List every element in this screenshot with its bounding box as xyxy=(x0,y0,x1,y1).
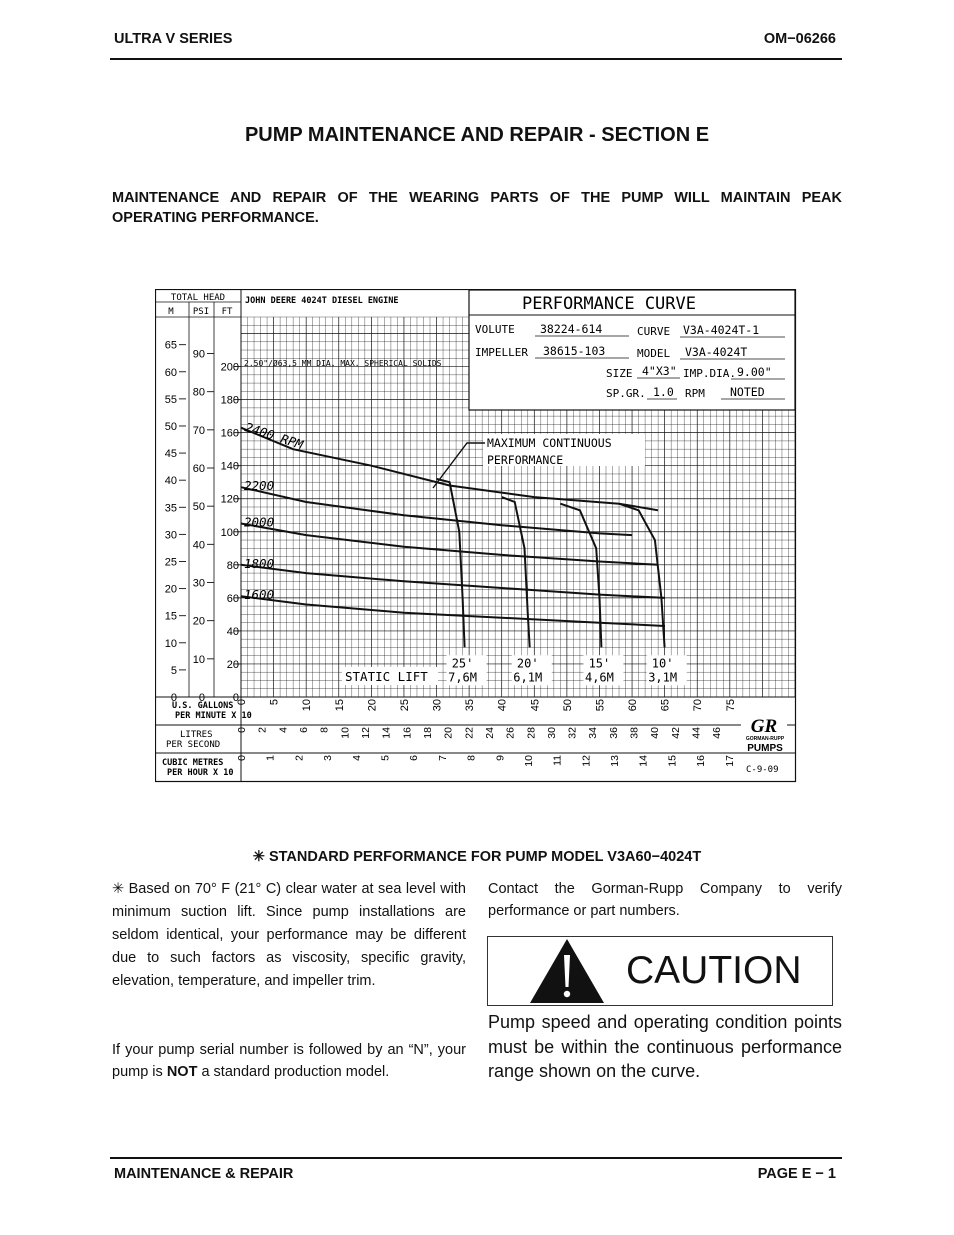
y-tick-psi: 0 xyxy=(198,692,205,704)
cubic-label-1: CUBIC METRES xyxy=(162,758,224,768)
y-tick-m: 65 xyxy=(164,339,177,352)
performance-curve-chart xyxy=(155,289,797,783)
y-tick-psi: 90 xyxy=(192,348,205,361)
lift-curve-sublabel: 3,1M xyxy=(648,670,678,685)
size-value: 4"X3" xyxy=(642,364,677,378)
spgr-value: 1.0 xyxy=(653,385,674,399)
solids-label: 2.50"/Ø63,5 MM DIA. MAX. SPHERICAL SOLIDS xyxy=(244,359,442,368)
engine-label: JOHN DEERE 4024T DIESEL ENGINE xyxy=(245,296,399,306)
y-tick-psi: 10 xyxy=(192,653,205,666)
x-tick-cmh: 13 xyxy=(609,755,622,767)
x-tick-gpm: 25 xyxy=(398,699,411,712)
x-tick-lps: 42 xyxy=(669,727,682,739)
x-tick-cmh: 12 xyxy=(580,755,593,767)
y-tick-ft: 60 xyxy=(226,592,239,605)
unit-ft-label: FT xyxy=(221,307,233,317)
x-tick-lps: 4 xyxy=(277,727,290,733)
serial-note-text-end: a standard production model. xyxy=(197,1064,390,1080)
performance-curve-title: PERFORMANCE CURVE xyxy=(522,294,696,314)
x-tick-cmh: 6 xyxy=(408,755,421,761)
logo-company: GORMAN-RUPP xyxy=(745,736,785,742)
impeller-label: IMPELLER xyxy=(475,346,528,359)
x-tick-cmh: 16 xyxy=(695,755,708,767)
x-tick-lps: 8 xyxy=(318,727,331,733)
y-tick-m: 45 xyxy=(164,448,177,461)
rpm-label: RPM xyxy=(685,387,705,400)
y-tick-m: 20 xyxy=(164,583,177,596)
x-tick-lps: 32 xyxy=(566,727,579,739)
x-tick-lps: 18 xyxy=(421,727,434,739)
x-tick-lps: 28 xyxy=(525,727,538,739)
y-tick-ft: 120 xyxy=(220,493,239,506)
contact-note: Contact the Gorman-Rupp Company to verify performance or part numbers. xyxy=(488,881,842,919)
x-tick-gpm: 55 xyxy=(594,699,607,712)
y-tick-m: 0 xyxy=(170,692,177,704)
x-tick-gpm: 45 xyxy=(529,699,542,712)
x-tick-lps: 44 xyxy=(690,727,703,739)
y-tick-m: 60 xyxy=(164,366,177,379)
page-title: PUMP MAINTENANCE AND REPAIR - SECTION E xyxy=(244,124,710,146)
y-tick-psi: 80 xyxy=(192,386,205,399)
y-tick-m: 40 xyxy=(164,475,177,488)
x-tick-cmh: 7 xyxy=(436,755,449,761)
y-tick-ft: 20 xyxy=(226,658,239,671)
gallons-label-2: PER MINUTE X 10 xyxy=(175,711,252,721)
lift-curve-sublabel: 6,1M xyxy=(513,670,543,685)
warning-triangle-icon xyxy=(530,939,604,1003)
x-tick-cmh: 4 xyxy=(350,755,363,761)
size-label: SIZE xyxy=(606,367,633,380)
chart-code: C-9-09 xyxy=(746,765,779,775)
x-tick-cmh: 17 xyxy=(723,755,736,767)
lift-curve-sublabel: 7,6M xyxy=(448,670,478,685)
x-tick-cmh: 9 xyxy=(494,755,507,761)
lift-curve-label: 25' xyxy=(451,656,474,671)
y-tick-m: 50 xyxy=(164,420,177,433)
x-tick-cmh: 8 xyxy=(465,755,478,761)
model-label: MODEL xyxy=(637,347,671,360)
y-tick-ft: 180 xyxy=(220,394,239,407)
total-head-label: TOTAL HEAD xyxy=(170,293,226,303)
lift-curve-label: 10' xyxy=(651,656,674,671)
x-tick-cmh: 1 xyxy=(264,755,277,761)
y-tick-psi: 40 xyxy=(192,539,205,552)
x-tick-gpm: 10 xyxy=(301,699,314,712)
header-doc-number: OM−06266 xyxy=(763,31,836,47)
x-tick-gpm: 20 xyxy=(366,699,379,712)
x-tick-lps: 12 xyxy=(359,727,372,739)
x-tick-lps: 10 xyxy=(339,727,352,739)
static-lift-label: STATIC LIFT xyxy=(345,669,428,684)
speed-curve-label: 2000 xyxy=(244,514,275,530)
x-tick-gpm: 65 xyxy=(659,699,672,712)
x-tick-gpm: 50 xyxy=(561,699,574,712)
y-tick-ft: 160 xyxy=(220,427,239,440)
spgr-label: SP.GR. xyxy=(606,387,646,400)
x-tick-gpm: 5 xyxy=(268,699,281,706)
caution-box xyxy=(487,936,833,1006)
gallons-label-1: U.S. GALLONS xyxy=(172,701,234,711)
x-tick-gpm: 30 xyxy=(431,699,444,712)
lift-curve-sublabel: 4,6M xyxy=(584,670,614,685)
x-tick-cmh: 15 xyxy=(666,755,679,767)
x-tick-gpm: 60 xyxy=(627,699,640,712)
x-tick-cmh: 14 xyxy=(637,755,650,767)
logo-mark: GR xyxy=(750,716,778,737)
unit-psi-label: PSI xyxy=(192,307,210,317)
header-rule xyxy=(110,58,842,60)
x-tick-cmh: 11 xyxy=(551,755,564,766)
x-tick-lps: 38 xyxy=(628,727,641,739)
x-tick-lps: 14 xyxy=(380,727,393,739)
unit-m-label: M xyxy=(168,307,174,317)
header-series: ULTRA V SERIES xyxy=(114,31,233,47)
model-value: V3A-4024T xyxy=(685,345,748,359)
y-tick-ft: 100 xyxy=(220,526,239,539)
y-tick-m: 5 xyxy=(170,664,177,677)
max-continuous-label-1: MAXIMUM CONTINUOUS xyxy=(487,436,612,450)
impdia-value: 9.00" xyxy=(737,365,772,379)
x-tick-gpm: 0 xyxy=(236,699,248,706)
y-tick-psi: 70 xyxy=(192,424,205,437)
lift-curve-label: 20' xyxy=(516,656,539,671)
y-tick-m: 25 xyxy=(164,556,177,569)
conditions-note: ✳ Based on 70° F (21° C) clear water at sea level with minimum suction lift. Since pump installations are seldom identical, your performance may be different due to such factors as viscosity, specific gravity, elevation, temperature, and impeller trim. xyxy=(112,881,466,989)
x-tick-cmh: 0 xyxy=(236,755,248,761)
x-tick-gpm: 70 xyxy=(692,699,705,712)
gorman-rupp-logo xyxy=(741,714,787,754)
y-tick-psi: 60 xyxy=(192,463,205,476)
y-tick-m: 15 xyxy=(164,610,177,623)
cubic-label-2: PER HOUR X 10 xyxy=(167,768,234,778)
x-tick-lps: 20 xyxy=(442,727,455,739)
logo-pumps: PUMPS xyxy=(747,743,783,754)
y-tick-m: 35 xyxy=(164,502,177,515)
x-tick-lps: 46 xyxy=(711,727,724,739)
x-tick-lps: 24 xyxy=(483,727,496,739)
x-tick-cmh: 5 xyxy=(379,755,392,761)
y-tick-ft: 80 xyxy=(226,559,239,572)
x-tick-lps: 16 xyxy=(401,727,414,739)
y-tick-psi: 30 xyxy=(192,577,205,590)
lift-curve-label: 15' xyxy=(588,656,611,671)
x-tick-cmh: 10 xyxy=(522,755,535,767)
x-tick-cmh: 2 xyxy=(293,755,306,761)
litres-label-2: PER SECOND xyxy=(166,740,221,750)
impeller-value: 38615-103 xyxy=(543,344,606,358)
x-tick-cmh: 3 xyxy=(322,755,335,761)
x-tick-lps: 30 xyxy=(545,727,558,739)
x-tick-lps: 2 xyxy=(256,727,269,733)
y-tick-ft: 140 xyxy=(220,460,239,473)
y-tick-m: 30 xyxy=(164,529,177,542)
serial-note-text: If your pump serial number is followed by an “N”, your pump is xyxy=(112,1042,466,1080)
y-tick-ft: 40 xyxy=(226,625,239,638)
footer-section: MAINTENANCE & REPAIR xyxy=(114,1166,294,1182)
y-tick-psi: 50 xyxy=(192,501,205,514)
caution-heading: CAUTION xyxy=(626,949,802,992)
footer-page-number: PAGE E − 1 xyxy=(757,1166,836,1182)
max-continuous-label-2: PERFORMANCE xyxy=(487,453,564,467)
speed-curve-label: 1600 xyxy=(244,587,275,603)
curve-value: V3A-4024T-1 xyxy=(683,323,760,337)
speed-curve-label: 2200 xyxy=(244,478,275,494)
footer-rule xyxy=(110,1157,842,1159)
serial-number-note xyxy=(112,1039,466,1083)
x-tick-lps: 0 xyxy=(236,727,248,733)
x-tick-lps: 40 xyxy=(649,727,662,739)
x-tick-gpm: 75 xyxy=(724,699,737,712)
x-tick-gpm: 35 xyxy=(464,699,477,712)
y-tick-ft: 200 xyxy=(220,361,239,374)
litres-label-1: LITRES xyxy=(180,730,213,740)
x-tick-lps: 34 xyxy=(587,727,600,739)
volute-label: VOLUTE xyxy=(475,323,515,336)
intro-text: MAINTENANCE AND REPAIR OF THE WEARING PARTS OF THE PUMP WILL MAINTAIN PEAK OPERATING PERFORMANCE. xyxy=(112,190,842,226)
standard-performance-caption: ✳ STANDARD PERFORMANCE FOR PUMP MODEL V3A60−4024T xyxy=(252,849,702,865)
y-tick-m: 55 xyxy=(164,393,177,406)
x-tick-lps: 6 xyxy=(297,727,310,733)
y-tick-ft: 0 xyxy=(232,692,239,704)
x-tick-lps: 36 xyxy=(607,727,620,739)
serial-note-emphasis: NOT xyxy=(166,1064,198,1080)
curve-label: CURVE xyxy=(637,325,671,338)
speed-curve-label: 2400 RPM xyxy=(243,419,305,453)
rpm-value: NOTED xyxy=(730,385,765,399)
y-tick-m: 10 xyxy=(164,637,177,650)
x-tick-lps: 26 xyxy=(504,727,517,739)
x-tick-lps: 22 xyxy=(463,727,476,739)
volute-value: 38224-614 xyxy=(540,322,603,336)
y-tick-psi: 20 xyxy=(192,615,205,628)
x-tick-gpm: 15 xyxy=(333,699,346,712)
impdia-label: IMP.DIA. xyxy=(683,367,736,380)
x-tick-gpm: 40 xyxy=(496,699,509,712)
speed-curve-label: 1800 xyxy=(244,555,275,571)
caution-message: Pump speed and operating condition points must be within the continuous performance range shown on the curve. xyxy=(488,1012,842,1081)
